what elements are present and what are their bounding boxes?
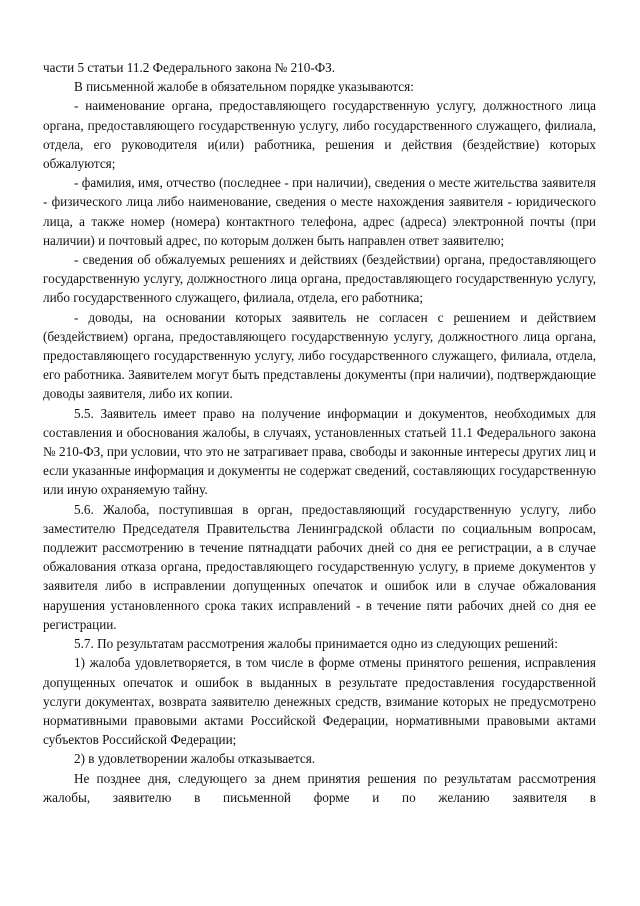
document-page bbox=[43, 58, 596, 807]
paragraph-11: 2) в удовлетворении жалобы отказывается. bbox=[74, 751, 316, 767]
paragraph-1: части 5 статьи 11.2 Федерального закона № 210-ФЗ. bbox=[43, 60, 336, 75]
paragraph-6: - доводы, на основании которых заявитель не согласен с решением и действием (бездействием) органа, предоставляющего государственную услугу, должностного лица органа, предоставляющего государственную услугу, либо государственного служащего, филиала, отдела, его работника. Заявителем могут быть представлены документы (при наличии), подтверждающие доводы заявителя, либо их копии. bbox=[43, 309, 596, 402]
paragraph-12: Не позднее дня, следующего за днем принятия решения по результатам рассмотрения жалобы, заявителю в письменной форме и по желанию заявителя в bbox=[43, 770, 596, 805]
paragraph-2: В письменной жалобе в обязательном порядке указываются: bbox=[74, 79, 414, 95]
paragraph-4: - фамилия, имя, отчество (последнее - при наличии), сведения о месте жительства заявителя - физического лица либо наименование, сведения о месте нахождения заявителя - юридического лица, а также номер (номера) контактного телефона, адрес (адреса) электронной почты (при наличии) и почтовый адрес, по которым должен быть направлен ответ заявителю; bbox=[43, 175, 596, 248]
paragraph-3: - наименование органа, предоставляющего государственную услугу, должностного лица органа, предоставляющего государственную услугу, либо государственного служащего, филиала, отдела, его руководителя и(или) работника, решения и действия (бездействие) которых обжалуются; bbox=[43, 98, 596, 172]
paragraph-9: 5.7. По результатам рассмотрения жалобы принимается одно из следующих решений: bbox=[74, 636, 558, 652]
paragraph-8: 5.6. Жалоба, поступившая в орган, предоставляющий государственную услугу, либо заместителю Председателя Правительства Ленинградской области по социальным вопросам, подлежит рассмотрению в течение пятнадцати рабочих дней со дня ее регистрации, а в случае обжалования отказа органа, предоставляющего государственную услугу, в приеме документов у заявителя либо в исправлении допущенных опечаток и ошибок или в случае обжалования нарушения установленного срока таких исправлений - в течение пяти рабочих дней со дня ее регистрации. bbox=[43, 501, 596, 632]
paragraph-10: 1) жалоба удовлетворяется, в том числе в форме отмены принятого решения, исправления допущенных опечаток и ошибок в выданных в результате предоставления государственной услуги документах, возврата заявителю денежных средств, взимание которых не предусмотрено нормативными правовыми актами Российской Федерации, нормативными правовыми актами субъектов Российской Федерации; bbox=[43, 655, 596, 748]
paragraph-7: 5.5. Заявитель имеет право на получение информации и документов, необходимых для составления и обоснования жалобы, в случаях, установленных статьей 11.1 Федерального закона № 210-ФЗ, при условии, что это не затрагивает права, свободы и законные интересы других лиц и если указанные информация и документы не содержат сведений, составляющих государственную или иную охраняемую тайну. bbox=[43, 405, 596, 498]
paragraph-5: - сведения об обжалуемых решениях и действиях (бездействии) органа, предоставляющего государственную услугу, должностного лица органа, предоставляющего государственную услугу, либо государственного служащего, филиала, отдела, его работника; bbox=[43, 252, 596, 306]
